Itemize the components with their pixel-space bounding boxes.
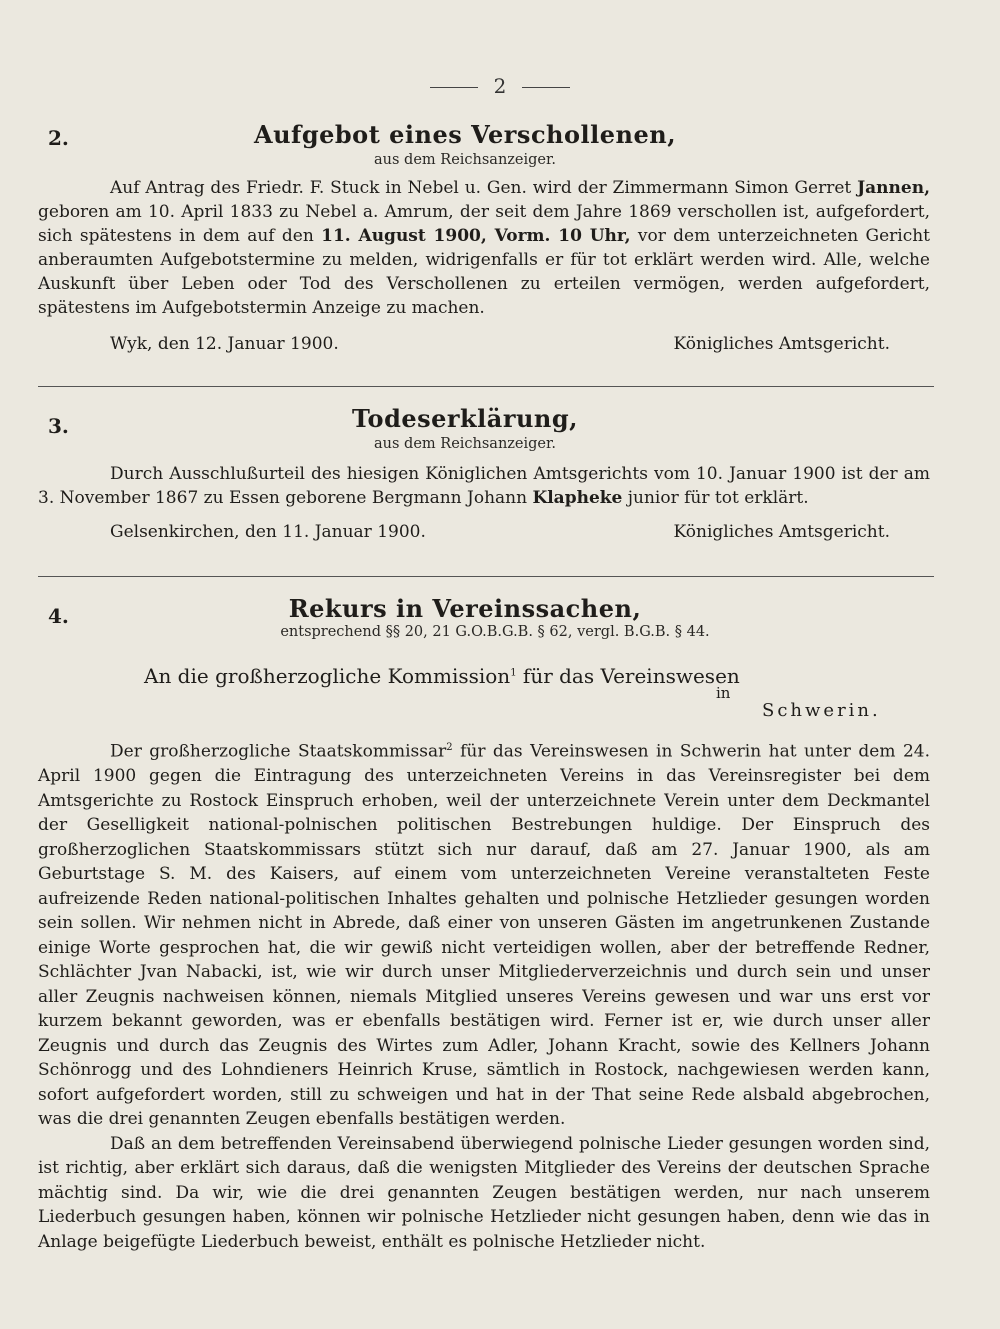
appointment-date: 11. August 1900, Vorm. 10 Uhr, bbox=[321, 226, 631, 246]
authority: Königliches Amtsgericht. bbox=[673, 522, 890, 542]
body-text: Der großherzogliche Staatskommissar bbox=[110, 741, 447, 762]
page-header bbox=[0, 74, 1000, 98]
person-name: Jannen, bbox=[857, 178, 930, 198]
section-source: aus dem Reichsanzeiger. bbox=[374, 436, 556, 452]
place-date: Wyk, den 12. Januar 1900. bbox=[110, 334, 339, 354]
body-text: Durch Ausschlußurteil des hiesigen Königlichen Amtsgerichts vom 10. Januar 1900 ist der am 3. November 1867 zu Essen geborene Bergmann Johann bbox=[38, 464, 930, 508]
footnote-mark: 2 bbox=[446, 742, 453, 753]
section-number: 2. bbox=[48, 126, 69, 150]
section-body bbox=[38, 462, 930, 510]
body-text: Auf Antrag des Friedr. F. Stuck in Nebel u. Gen. wird der Zimmermann Simon Gerret bbox=[110, 178, 858, 198]
section-title: Rekurs in Vereinssachen, bbox=[288, 594, 642, 623]
header-dash-right bbox=[522, 87, 570, 88]
body-text: für das Vereinswesen in Schwerin hat unter dem 24. April 1900 gegen die Eintragung des unterzeichneten Vereins in das Vereinsregister bei dem Amtsgerichte zu Rostock Einspruch erhoben, weil der unterzeichnete Verein unter dem Deckmantel der Geselligkeit national-polnischen politischen Bestrebungen huldige. Der Einspruch des großherzoglichen Staatskommissars stützt sich nur darauf, daß am 27. Januar 1900, als am Geburtstage S. M. des Kaisers, auf einem vom unterzeichneten Vereine veranstalteten Feste aufreizende Reden national-politischen Inhaltes gehalten und polnische Hetzlieder gesungen worden sein sollen. Wir nehmen nicht in Abrede, daß einer von unseren Gästen im angetrunkenen Zustande einige Worte gesprochen hat, die wir gewiß nicht verteidigen wollen, aber der betreffende Redner, Schlächter Jvan Nabacki, ist, wie wir durch unser Mitgliederverzeichnis und durch sein und unser aller Zeugnis nachweisen können, niemals Mitglied unseres Vereins gewesen und war uns erst vor kurzem bekannt geworden, was er ebenfalls bestätigen wird. Ferner ist er, wie durch unser aller Zeugnis und durch das Zeugnis des Wirtes zum Adler, Johann Kracht, sowie des Kellners Johann Schönrogg und des Lohndieners Heinrich Kruse, sämtlich in Rostock, nachgewiesen werden kann, sofort aufgefordert worden, still zu schweigen und hat in der That seine Rede alsbald abgebrochen, was die drei genannten Zeugen ebenfalls bestätigen werden. bbox=[38, 741, 930, 1130]
signature-line bbox=[110, 334, 890, 354]
section-divider bbox=[38, 576, 934, 577]
address-text: An die großherzogliche Kommission bbox=[144, 664, 511, 688]
footnote-mark: 1 bbox=[510, 667, 517, 679]
address-text: für das Vereinswesen bbox=[516, 664, 740, 688]
body-text: junior für tot erklärt. bbox=[622, 488, 809, 508]
section-title: Todeserklärung, bbox=[351, 404, 579, 433]
section-title: Aufgebot eines Verschollenen, bbox=[253, 120, 677, 149]
header-dash-left bbox=[430, 87, 478, 88]
section-body bbox=[38, 176, 930, 320]
signature-line bbox=[110, 522, 890, 542]
address-city: Schwerin. bbox=[762, 700, 881, 721]
section-number: 3. bbox=[48, 414, 69, 438]
person-name: Klapheke bbox=[532, 488, 623, 508]
address-line bbox=[144, 664, 740, 688]
section-number: 4. bbox=[48, 604, 69, 628]
page-number: 2 bbox=[493, 74, 507, 98]
section-divider bbox=[38, 386, 934, 387]
body-paragraph-2: Daß an dem betreffenden Vereinsabend überwiegend polnische Lieder gesungen worden sind, ist richtig, aber erklärt sich daraus, daß die wenigsten Mitglieder des Vereins der deutschen Sprache mächtig sind. Da wir, wie die drei genannten Zeugen bestätigen werden, nur nach unserem Liederbuch gesungen haben, können wir polnische Hetzlieder nicht gesungen haben, denn wie das in Anlage beigefügte Liederbuch beweist, enthält es polnische Hetzlieder nicht. bbox=[38, 1133, 930, 1252]
section-source: entsprechend §§ 20, 21 G.O.B.G.B. § 62, vergl. B.G.B. § 44. bbox=[280, 624, 710, 640]
authority: Königliches Amtsgericht. bbox=[673, 334, 890, 354]
body-text: geboren am 10. April 1833 zu Nebel a. Amrum, der seit dem Jahre 1869 verschollen ist, aufgefordert, sich spätestens in dem auf den bbox=[38, 202, 930, 246]
address-in: in bbox=[716, 684, 731, 702]
body-text: vor dem unterzeichneten Gericht anberaumten Aufgebotstermine zu melden, widrigenfalls er für tot erklärt werden wird. Alle, welche Auskunft über Leben oder Tod des Verschollenen zu erteilen vermögen, werden aufgefordert, spätestens im Aufgebotstermin Anzeige zu machen. bbox=[38, 226, 930, 318]
section-body bbox=[38, 736, 930, 1254]
section-source: aus dem Reichsanzeiger. bbox=[374, 152, 556, 168]
place-date: Gelsenkirchen, den 11. Januar 1900. bbox=[110, 522, 426, 542]
